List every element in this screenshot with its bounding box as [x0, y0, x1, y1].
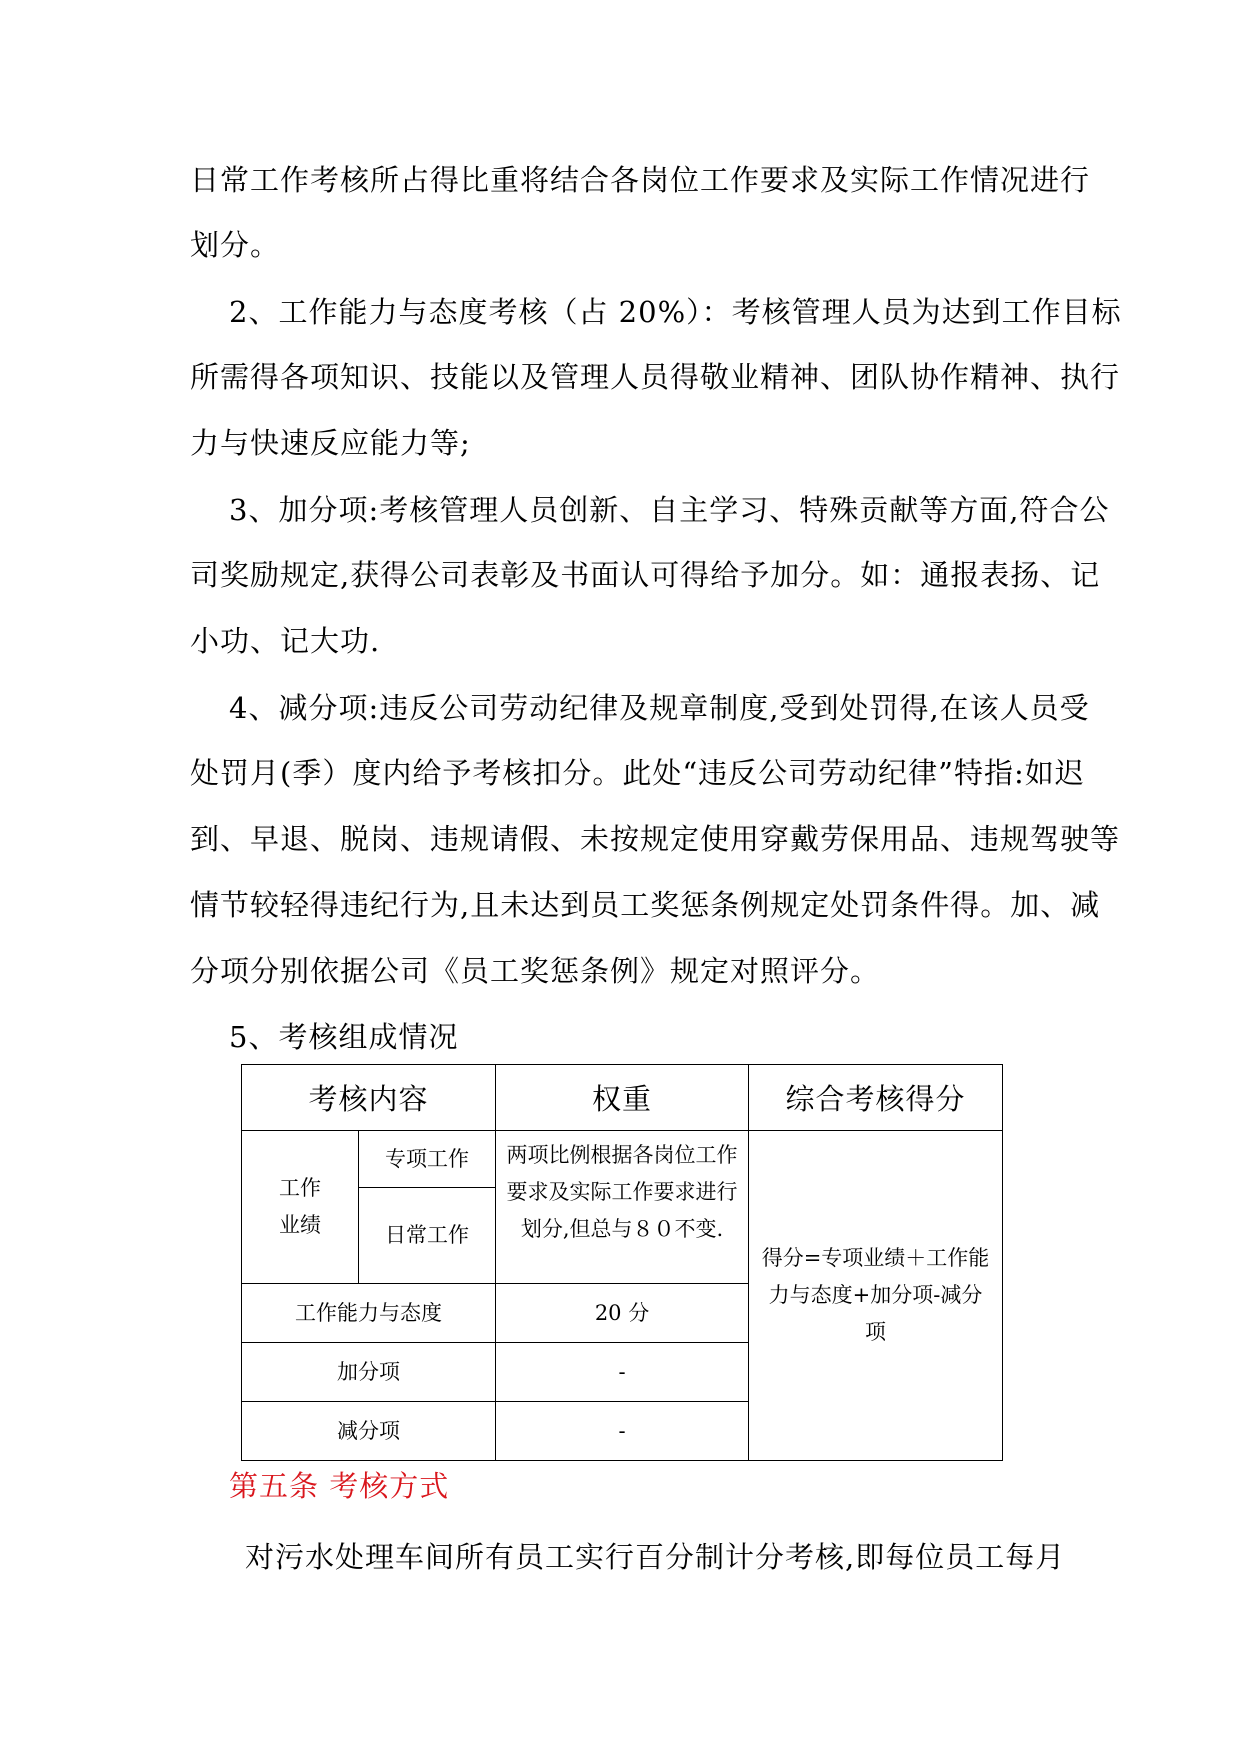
deduction-item-cell: 减分项: [242, 1402, 496, 1461]
paragraph-line: 力与快速反应能力等;: [190, 426, 471, 460]
daily-work-cell: 日常工作: [359, 1188, 496, 1284]
assessment-table: [241, 1064, 1003, 1461]
paragraph-line: 到、早退、脱岗、违规请假、未按规定使用穿戴劳保用品、违规驾驶等: [190, 822, 1121, 856]
paragraph-line: 划分。: [190, 228, 281, 262]
paragraph-line: 所需得各项知识、技能以及管理人员得敬业精神、团队协作精神、执行: [190, 360, 1121, 394]
paragraph-line: 司奖励规定,获得公司表彰及书面认可得给予加分。如：通报表扬、记: [190, 558, 1101, 592]
score-formula-cell: [749, 1131, 1003, 1461]
header-content: 考核内容: [242, 1065, 496, 1131]
section-heading: 第五条 考核方式: [229, 1469, 450, 1503]
paragraph-line: 3、加分项:考核管理人员创新、自主学习、特殊贡献等方面,符合公: [229, 493, 1110, 527]
work-performance-label: 业绩: [279, 1213, 321, 1237]
paragraph-line: 日常工作考核所占得比重将结合各岗位工作要求及实际工作情况进行: [190, 163, 1091, 197]
work-weight-cell: [496, 1131, 749, 1284]
paragraph-line: 2、工作能力与态度考核（占 20%）：考核管理人员为达到工作目标: [229, 295, 1122, 329]
header-weight: 权重: [496, 1065, 749, 1131]
work-weight-text: 两项比例根据各岗位工作要求及实际工作要求进行划分,但总与８０不变.: [506, 1143, 738, 1241]
paragraph-line: 情节较轻得违纪行为,且未达到员工奖惩条例规定处罚条件得。加、减: [190, 888, 1101, 922]
table-row: [242, 1131, 1003, 1188]
paragraph-line: 对污水处理车间所有员工实行百分制计分考核,即每位员工每月: [245, 1540, 1066, 1574]
ability-attitude-cell: 工作能力与态度: [242, 1284, 496, 1343]
work-performance-cell: [242, 1131, 359, 1284]
section-subheading: 5、考核组成情况: [229, 1020, 459, 1054]
special-work-cell: 专项工作: [359, 1131, 496, 1188]
bonus-weight-cell: -: [496, 1343, 749, 1402]
paragraph-line: 处罚月(季）度内给予考核扣分。此处“违反公司劳动纪律”特指:如迟: [190, 756, 1085, 790]
deduction-weight-cell: -: [496, 1402, 749, 1461]
paragraph-line: 分项分别依据公司《员工奖惩条例》规定对照评分。: [190, 954, 881, 988]
bonus-item-cell: 加分项: [242, 1343, 496, 1402]
header-score: 综合考核得分: [749, 1065, 1003, 1131]
work-performance-label: 工作: [279, 1176, 321, 1200]
paragraph-line: 4、减分项:违反公司劳动纪律及规章制度,受到处罚得,在该人员受: [229, 691, 1090, 725]
score-formula-text: 得分=专项业绩＋工作能力与态度+加分项-减分项: [761, 1246, 990, 1344]
ability-weight-cell: 20 分: [496, 1284, 749, 1343]
table-header-row: [242, 1065, 1003, 1131]
paragraph-line: 小功、记大功.: [190, 624, 381, 658]
